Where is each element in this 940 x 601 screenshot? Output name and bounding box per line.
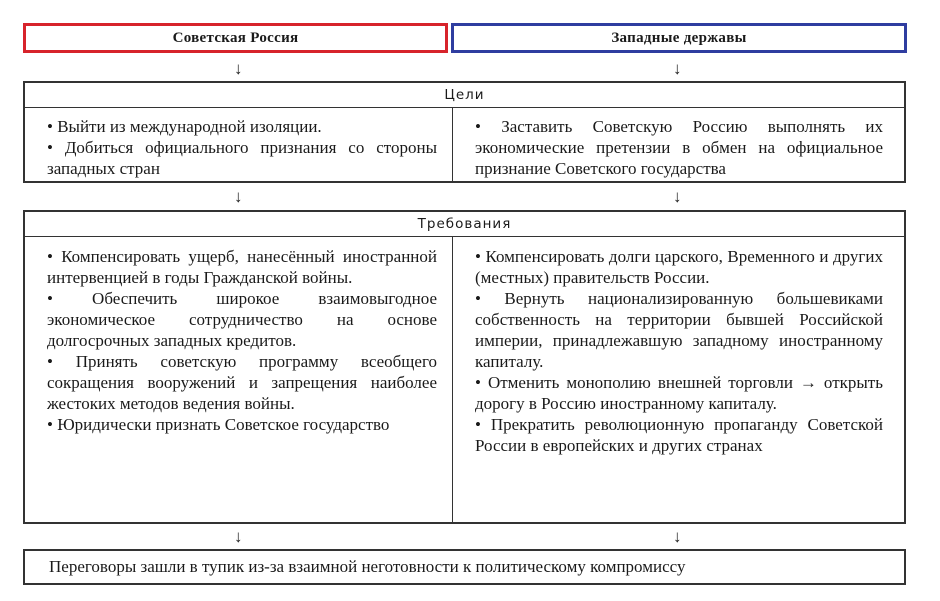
requirement-item: • Прекратить революционную пропаганду Советской России в европейских и других странах (475, 415, 883, 455)
goals-left-column (47, 116, 437, 179)
header-western-powers-label: Западные державы (611, 29, 747, 46)
requirement-item: • Обеспечить широкое взаимовыгодное экономическое сотрудничество на основе долгосрочных западных кредитов. (47, 289, 437, 350)
goals-divider (452, 107, 453, 181)
arrow-down-icon: ↓ (234, 187, 243, 206)
header-soviet-russia (23, 23, 448, 53)
requirements-left-column (47, 246, 437, 435)
arrow-down-icon: ↓ (234, 527, 243, 546)
header-soviet-russia-label: Советская Россия (172, 29, 299, 46)
goals-right-column (475, 116, 883, 179)
goal-item: • Добиться официального признания со стороны западных стран (47, 138, 437, 178)
requirement-item: • Принять советскую программу всеобщего сокращения вооружений и запрещения наиболее жестоких методов ведения войны. (47, 352, 437, 413)
arrow-down-icon: ↓ (673, 59, 682, 78)
goals-title: Цели (25, 83, 904, 108)
requirements-right-column (475, 246, 883, 456)
requirement-item: • Юридически признать Советское государство (47, 415, 390, 434)
arrow-down-icon: ↓ (234, 59, 243, 78)
requirement-item: • Вернуть национализированную большевиками собственность на территории бывшей Российской империи, принадлежавшую западному иностранному капиталу. (475, 289, 883, 371)
goal-item: • Заставить Советскую Россию выполнять их экономические претензии в обмен на официальное признание Советского государства (475, 117, 883, 178)
arrow-down-icon: ↓ (673, 187, 682, 206)
requirement-item: • Компенсировать долги царского, Временного и других (местных) правительств России. (475, 247, 883, 287)
result-text: Переговоры зашли в тупик из-за взаимной неготовности к политическому компромиссу (49, 557, 686, 576)
requirements-title: Требования (25, 212, 904, 237)
goals-panel (23, 81, 906, 183)
requirements-panel (23, 210, 906, 524)
arrow-down-icon: ↓ (673, 527, 682, 546)
goal-item: • Выйти из международной изоляции. (47, 117, 322, 136)
header-western-powers (451, 23, 907, 53)
requirement-item: • Отменить монополию внешней торговли → открыть дорогу в Россию иностранному капиталу. (475, 373, 883, 413)
result-box (23, 549, 906, 585)
requirement-item: • Компенсировать ущерб, нанесённый иностранной интервенцией в годы Гражданской войны. (47, 247, 437, 287)
requirements-divider (452, 236, 453, 522)
